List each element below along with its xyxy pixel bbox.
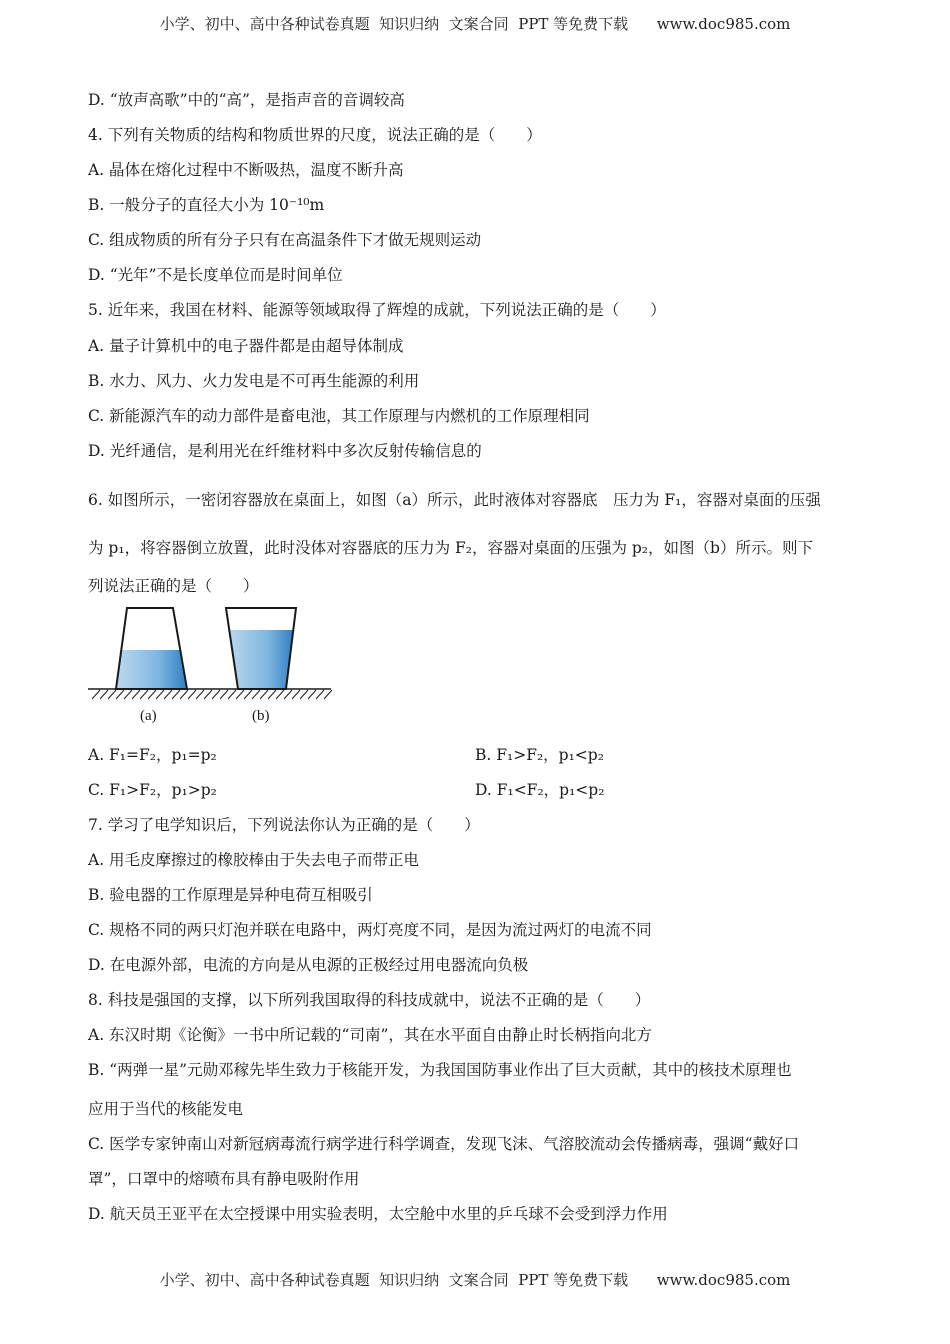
q8-option-d: D. 航天员王亚平在太空授课中用实验表明，太空舱中水里的乒乓球不会受到浮力作用 <box>88 1205 668 1223</box>
q7-option-c: C. 规格不同的两只灯泡并联在电路中，两灯亮度不同，是因为流过两灯的电流不同 <box>88 921 652 939</box>
q6-option-a: A. F₁=F₂，p₁=p₂ <box>88 746 217 764</box>
q8-option-c-line1: C. 医学专家钟南山对新冠病毒流行病学进行科学调查，发现飞沫、气溶胶流动会传播病毒，强调“戴好口 <box>88 1135 800 1153</box>
q7-stem: 7. 学习了电学知识后，下列说法你认为正确的是（ ） <box>88 816 480 834</box>
q5-option-c: C. 新能源汽车的动力部件是畜电池，其工作原理与内燃机的工作原理相同 <box>88 407 590 425</box>
container-diagram <box>86 600 336 705</box>
q4-stem: 4. 下列有关物质的结构和物质世界的尺度，说法正确的是（ ） <box>88 126 542 144</box>
q4-option-b: B. 一般分子的直径大小为 10⁻¹⁰m <box>88 196 325 214</box>
q8-option-b-line1: B. “两弹一星”元勋邓稼先毕生致力于核能开发，为我国国防事业作出了巨大贡献，其中的核技术原理也 <box>88 1061 792 1079</box>
q4-option-c: C. 组成物质的所有分子只有在高温条件下才做无规则运动 <box>88 231 482 249</box>
container-figure <box>86 600 336 724</box>
q7-option-a: A. 用毛皮摩擦过的橡胶棒由于失去电子而带正电 <box>88 851 420 869</box>
q8-option-b-line2: 应用于当代的核能发电 <box>88 1100 244 1118</box>
q5-option-a: A. 量子计算机中的电子器件都是由超导体制成 <box>88 337 404 355</box>
page-header: 小学、初中、高中各种试卷真题 知识归纳 文案合同 PPT 等免费下载 www.doc985.com <box>159 15 791 33</box>
liquid-a <box>116 650 187 689</box>
q7-option-d: D. 在电源外部，电流的方向是从电源的正极经过用电器流向负极 <box>88 956 529 974</box>
q4-option-d: D. “光年”不是长度单位而是时间单位 <box>88 266 343 284</box>
q6-stem-line3: 列说法正确的是（ ） <box>88 577 259 595</box>
q6-stem-line2: 为 p₁，将容器倒立放置，此时没体对容器底的压力为 F₂，容器对桌面的压强为 p₂，如图（b）所示。则下 <box>88 539 813 557</box>
liquid-b <box>228 630 294 689</box>
q8-stem: 8. 科技是强国的支撑，以下所列我国取得的科技成就中，说法不正确的是（ ） <box>88 991 651 1009</box>
q6-option-b: B. F₁>F₂，p₁<p₂ <box>475 746 604 764</box>
page-footer: 小学、初中、高中各种试卷真题 知识归纳 文案合同 PPT 等免费下载 www.doc985.com <box>159 1271 791 1289</box>
q5-stem: 5. 近年来，我国在材料、能源等领域取得了辉煌的成就，下列说法正确的是（ ） <box>88 301 666 319</box>
q6-option-c: C. F₁>F₂，p₁>p₂ <box>88 781 217 799</box>
figure-label-b: (b) <box>252 708 270 724</box>
q6-option-d: D. F₁<F₂，p₁<p₂ <box>475 781 605 799</box>
q3-option-d: D. “放声高歌”中的“高”，是指声音的音调较高 <box>88 91 405 109</box>
q8-option-c-line2: 罩”，口罩中的熔喷布具有静电吸附作用 <box>88 1170 360 1188</box>
q5-option-d: D. 光纤通信，是利用光在纤维材料中多次反射传输信息的 <box>88 442 482 460</box>
q5-option-b: B. 水力、风力、火力发电是不可再生能源的利用 <box>88 372 420 390</box>
figure-label-a: (a) <box>140 708 157 724</box>
q8-option-a: A. 东汉时期《论衡》一书中所记载的“司南”，其在水平面自由静止时长柄指向北方 <box>88 1026 652 1044</box>
q7-option-b: B. 验电器的工作原理是异种电荷互相吸引 <box>88 886 373 904</box>
table-hatching <box>92 690 332 699</box>
q6-stem-line1: 6. 如图所示，一密闭容器放在桌面上，如图（a）所示，此时液体对容器底 压力为 F₁，容器对桌面的压强 <box>88 491 821 509</box>
q4-option-a: A. 晶体在熔化过程中不断吸热，温度不断升高 <box>88 161 404 179</box>
